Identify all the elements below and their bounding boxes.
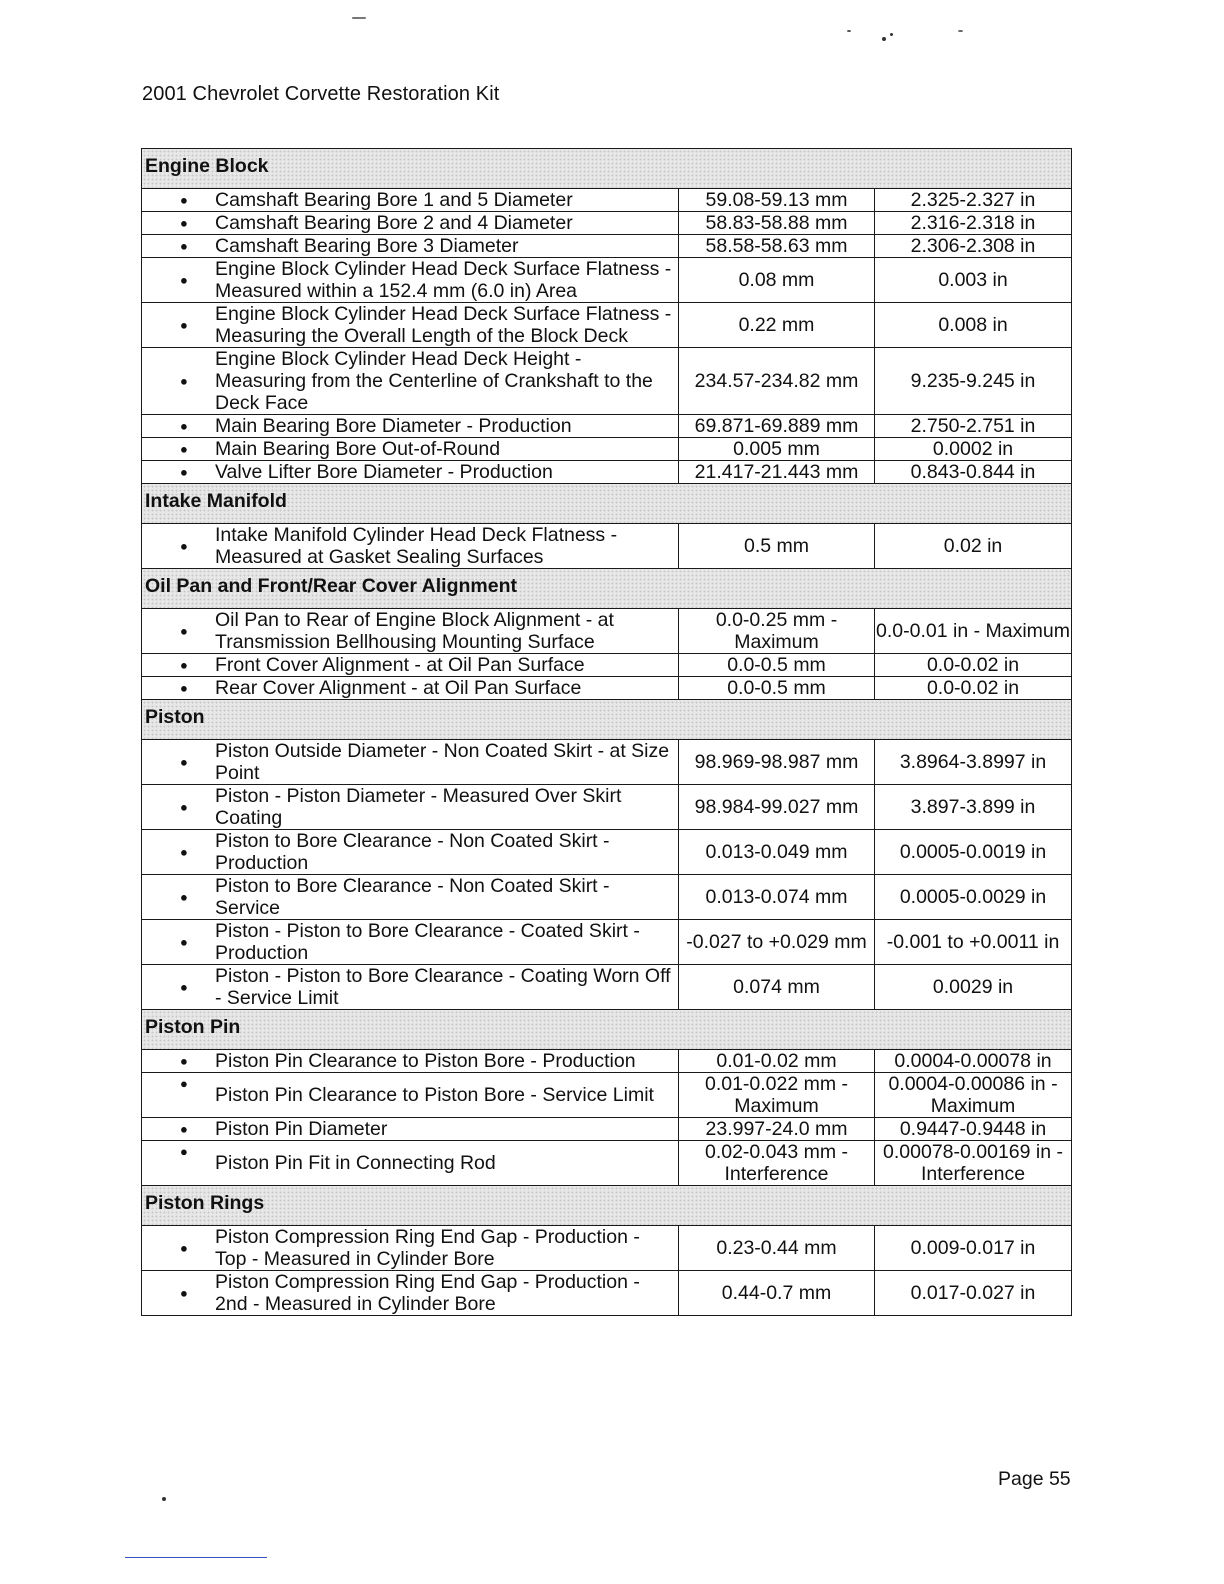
- metric-value: 0.013-0.074 mm: [679, 875, 875, 920]
- imperial-value: 0.00078-0.00169 in - Interference: [875, 1141, 1072, 1186]
- section-header-row: [142, 149, 1072, 189]
- imperial-value: 0.0-0.01 in - Maximum: [875, 609, 1072, 654]
- imperial-value: 0.0-0.02 in: [875, 654, 1072, 677]
- imperial-value: 0.0002 in: [875, 438, 1072, 461]
- spec-description: Rear Cover Alignment - at Oil Pan Surface: [215, 677, 582, 699]
- bullet-icon: ●: [180, 1285, 188, 1301]
- spec-description-cell: [142, 920, 679, 965]
- metric-value: 0.013-0.049 mm: [679, 830, 875, 875]
- metric-value: 0.23-0.44 mm: [679, 1226, 875, 1271]
- metric-value: 0.0-0.5 mm: [679, 654, 875, 677]
- section-title: Piston: [142, 700, 1072, 740]
- spec-description: Valve Lifter Bore Diameter - Production: [215, 461, 553, 483]
- spec-description-cell: [142, 677, 679, 700]
- spec-description: Piston Compression Ring End Gap - Production - 2nd - Measured in Cylinder Bore: [215, 1271, 640, 1315]
- imperial-value: 0.843-0.844 in: [875, 461, 1072, 484]
- metric-value: 0.08 mm: [679, 258, 875, 303]
- bullet-icon: ●: [180, 1121, 188, 1137]
- imperial-value: 0.0-0.02 in: [875, 677, 1072, 700]
- bullet-icon: ●: [180, 623, 188, 639]
- metric-value: 58.83-58.88 mm: [679, 212, 875, 235]
- bullet-icon: ●: [180, 317, 188, 333]
- imperial-value: 0.017-0.027 in: [875, 1271, 1072, 1316]
- spec-description-cell: [142, 1050, 679, 1073]
- spec-description: Intake Manifold Cylinder Head Deck Flatness - Measured at Gasket Sealing Surfaces: [215, 524, 618, 568]
- table-row: [142, 438, 1072, 461]
- metric-value: 0.02-0.043 mm - Interference: [679, 1141, 875, 1186]
- table-row: [142, 740, 1072, 785]
- metric-value: -0.027 to +0.029 mm: [679, 920, 875, 965]
- spec-description-cell: [142, 438, 679, 461]
- metric-value: 0.01-0.02 mm: [679, 1050, 875, 1073]
- spec-description-cell: [142, 461, 679, 484]
- bullet-icon: ●: [180, 464, 188, 480]
- spec-description: Piston to Bore Clearance - Non Coated Skirt - Production: [215, 830, 610, 874]
- imperial-value: 0.0005-0.0029 in: [875, 875, 1072, 920]
- spec-description-cell: [142, 654, 679, 677]
- imperial-value: 0.009-0.017 in: [875, 1226, 1072, 1271]
- scan-speck: [890, 33, 893, 36]
- bullet-icon: ●: [180, 1144, 188, 1159]
- spec-description-cell: [142, 415, 679, 438]
- table-row: [142, 348, 1072, 415]
- spec-description-cell: [142, 785, 679, 830]
- spec-description-cell: [142, 348, 679, 415]
- section-title: Intake Manifold: [142, 484, 1072, 524]
- table-row: [142, 212, 1072, 235]
- table-row: [142, 415, 1072, 438]
- section-title: Piston Rings: [142, 1186, 1072, 1226]
- scan-speck: [162, 1497, 166, 1501]
- spec-description-cell: [142, 830, 679, 875]
- metric-value: 234.57-234.82 mm: [679, 348, 875, 415]
- table-row: [142, 1073, 1072, 1118]
- spec-description-cell: [142, 1073, 679, 1118]
- bullet-icon: ●: [180, 238, 188, 254]
- imperial-value: 9.235-9.245 in: [875, 348, 1072, 415]
- spec-description: Piston Compression Ring End Gap - Production - Top - Measured in Cylinder Bore: [215, 1226, 640, 1270]
- bullet-icon: ●: [180, 979, 188, 995]
- metric-value: 0.01-0.022 mm - Maximum: [679, 1073, 875, 1118]
- bullet-icon: ●: [180, 441, 188, 457]
- spec-description-cell: [142, 303, 679, 348]
- spec-description: Front Cover Alignment - at Oil Pan Surface: [215, 654, 585, 676]
- specifications-table: [141, 148, 1072, 1316]
- bullet-icon: ●: [180, 373, 188, 389]
- spec-description-cell: [142, 524, 679, 569]
- section-title: Piston Pin: [142, 1010, 1072, 1050]
- section-header-row: [142, 1186, 1072, 1226]
- table-row: [142, 920, 1072, 965]
- imperial-value: 0.008 in: [875, 303, 1072, 348]
- imperial-value: 2.316-2.318 in: [875, 212, 1072, 235]
- bullet-icon: ●: [180, 272, 188, 288]
- bullet-icon: ●: [180, 934, 188, 950]
- table-row: [142, 189, 1072, 212]
- imperial-value: 2.306-2.308 in: [875, 235, 1072, 258]
- scan-speck: [847, 30, 851, 32]
- table-row: [142, 1141, 1072, 1186]
- spec-description: Piston to Bore Clearance - Non Coated Skirt - Service: [215, 875, 610, 919]
- spec-description-cell: [142, 235, 679, 258]
- spec-description-cell: [142, 1271, 679, 1316]
- spec-description: Piston - Piston Diameter - Measured Over Skirt Coating: [215, 785, 622, 829]
- spec-description: Main Bearing Bore Out-of-Round: [215, 438, 501, 460]
- spec-description: Main Bearing Bore Diameter - Production: [215, 415, 572, 437]
- bullet-icon: ●: [180, 192, 188, 208]
- section-header-row: [142, 484, 1072, 524]
- table-row: [142, 654, 1072, 677]
- bullet-icon: ●: [180, 680, 188, 696]
- imperial-value: 0.02 in: [875, 524, 1072, 569]
- spec-description: Camshaft Bearing Bore 2 and 4 Diameter: [215, 212, 573, 234]
- spec-description-cell: [142, 740, 679, 785]
- metric-value: 0.0-0.5 mm: [679, 677, 875, 700]
- spec-description-cell: [142, 609, 679, 654]
- imperial-value: 0.0029 in: [875, 965, 1072, 1010]
- spec-description: Piston Pin Clearance to Piston Bore - Production: [215, 1050, 636, 1072]
- metric-value: 0.22 mm: [679, 303, 875, 348]
- spec-description: Engine Block Cylinder Head Deck Surface Flatness - Measured within a 152.4 mm (6.0 in) Area: [215, 258, 672, 302]
- spec-description: Camshaft Bearing Bore 1 and 5 Diameter: [215, 189, 573, 211]
- spec-description: Piston Pin Diameter: [215, 1118, 388, 1140]
- spec-description: Piston - Piston to Bore Clearance - Coating Worn Off - Service Limit: [215, 965, 671, 1009]
- table-row: [142, 524, 1072, 569]
- bullet-icon: ●: [180, 538, 188, 554]
- metric-value: 0.44-0.7 mm: [679, 1271, 875, 1316]
- table-row: [142, 1050, 1072, 1073]
- footer-rule: [125, 1557, 267, 1558]
- imperial-value: 2.750-2.751 in: [875, 415, 1072, 438]
- spec-description: Piston Pin Clearance to Piston Bore - Service Limit: [215, 1084, 654, 1106]
- bullet-icon: ●: [180, 799, 188, 815]
- section-title: Engine Block: [142, 149, 1072, 189]
- table-row: [142, 1271, 1072, 1316]
- table-row: [142, 1226, 1072, 1271]
- bullet-icon: ●: [180, 1053, 188, 1069]
- spec-description-cell: [142, 875, 679, 920]
- document-title: 2001 Chevrolet Corvette Restoration Kit: [142, 83, 500, 105]
- imperial-value: 0.003 in: [875, 258, 1072, 303]
- table-row: [142, 677, 1072, 700]
- section-title: Oil Pan and Front/Rear Cover Alignment: [142, 569, 1072, 609]
- spec-description: Oil Pan to Rear of Engine Block Alignment - at Transmission Bellhousing Mounting Surface: [215, 609, 614, 653]
- bullet-icon: ●: [180, 418, 188, 434]
- spec-description-cell: [142, 189, 679, 212]
- bullet-icon: ●: [180, 1240, 188, 1256]
- spec-description-cell: [142, 965, 679, 1010]
- metric-value: 0.074 mm: [679, 965, 875, 1010]
- imperial-value: 0.0005-0.0019 in: [875, 830, 1072, 875]
- imperial-value: 2.325-2.327 in: [875, 189, 1072, 212]
- imperial-value: 0.0004-0.00086 in - Maximum: [875, 1073, 1072, 1118]
- metric-value: 21.417-21.443 mm: [679, 461, 875, 484]
- metric-value: 23.997-24.0 mm: [679, 1118, 875, 1141]
- spec-description: Engine Block Cylinder Head Deck Surface Flatness - Measuring the Overall Length of the Block Deck: [215, 303, 672, 347]
- scan-speck: [882, 37, 886, 41]
- metric-value: 98.984-99.027 mm: [679, 785, 875, 830]
- table-row: [142, 875, 1072, 920]
- table-row: [142, 785, 1072, 830]
- metric-value: 59.08-59.13 mm: [679, 189, 875, 212]
- scan-speck: [958, 30, 963, 32]
- metric-value: 98.969-98.987 mm: [679, 740, 875, 785]
- metric-value: 69.871-69.889 mm: [679, 415, 875, 438]
- bullet-icon: ●: [180, 844, 188, 860]
- table-row: [142, 235, 1072, 258]
- spec-description: Piston Outside Diameter - Non Coated Skirt - at Size Point: [215, 740, 670, 784]
- bullet-icon: ●: [180, 754, 188, 770]
- table-row: [142, 303, 1072, 348]
- spec-description-cell: [142, 1226, 679, 1271]
- imperial-value: -0.001 to +0.0011 in: [875, 920, 1072, 965]
- bullet-icon: ●: [180, 1076, 188, 1091]
- spec-description-cell: [142, 212, 679, 235]
- bullet-icon: ●: [180, 657, 188, 673]
- spec-description: Camshaft Bearing Bore 3 Diameter: [215, 235, 519, 257]
- imperial-value: 3.8964-3.8997 in: [875, 740, 1072, 785]
- imperial-value: 0.9447-0.9448 in: [875, 1118, 1072, 1141]
- metric-value: 0.5 mm: [679, 524, 875, 569]
- imperial-value: 0.0004-0.00078 in: [875, 1050, 1072, 1073]
- table-row: [142, 1118, 1072, 1141]
- spec-description-cell: [142, 1141, 679, 1186]
- metric-value: 0.005 mm: [679, 438, 875, 461]
- metric-value: 58.58-58.63 mm: [679, 235, 875, 258]
- spec-description: Piston - Piston to Bore Clearance - Coated Skirt - Production: [215, 920, 640, 964]
- page-number: Page 55: [998, 1468, 1071, 1490]
- section-header-row: [142, 1010, 1072, 1050]
- bullet-icon: ●: [180, 889, 188, 905]
- spec-description: Piston Pin Fit in Connecting Rod: [215, 1152, 496, 1174]
- table-row: [142, 258, 1072, 303]
- table-row: [142, 609, 1072, 654]
- table-row: [142, 965, 1072, 1010]
- imperial-value: 3.897-3.899 in: [875, 785, 1072, 830]
- spec-description-cell: [142, 258, 679, 303]
- spec-description: Engine Block Cylinder Head Deck Height - Measuring from the Centerline of Crankshaft to the Deck Face: [215, 348, 653, 414]
- section-header-row: [142, 700, 1072, 740]
- scan-speck: [352, 17, 366, 19]
- table-row: [142, 830, 1072, 875]
- table-row: [142, 461, 1072, 484]
- metric-value: 0.0-0.25 mm - Maximum: [679, 609, 875, 654]
- spec-description-cell: [142, 1118, 679, 1141]
- section-header-row: [142, 569, 1072, 609]
- bullet-icon: ●: [180, 215, 188, 231]
